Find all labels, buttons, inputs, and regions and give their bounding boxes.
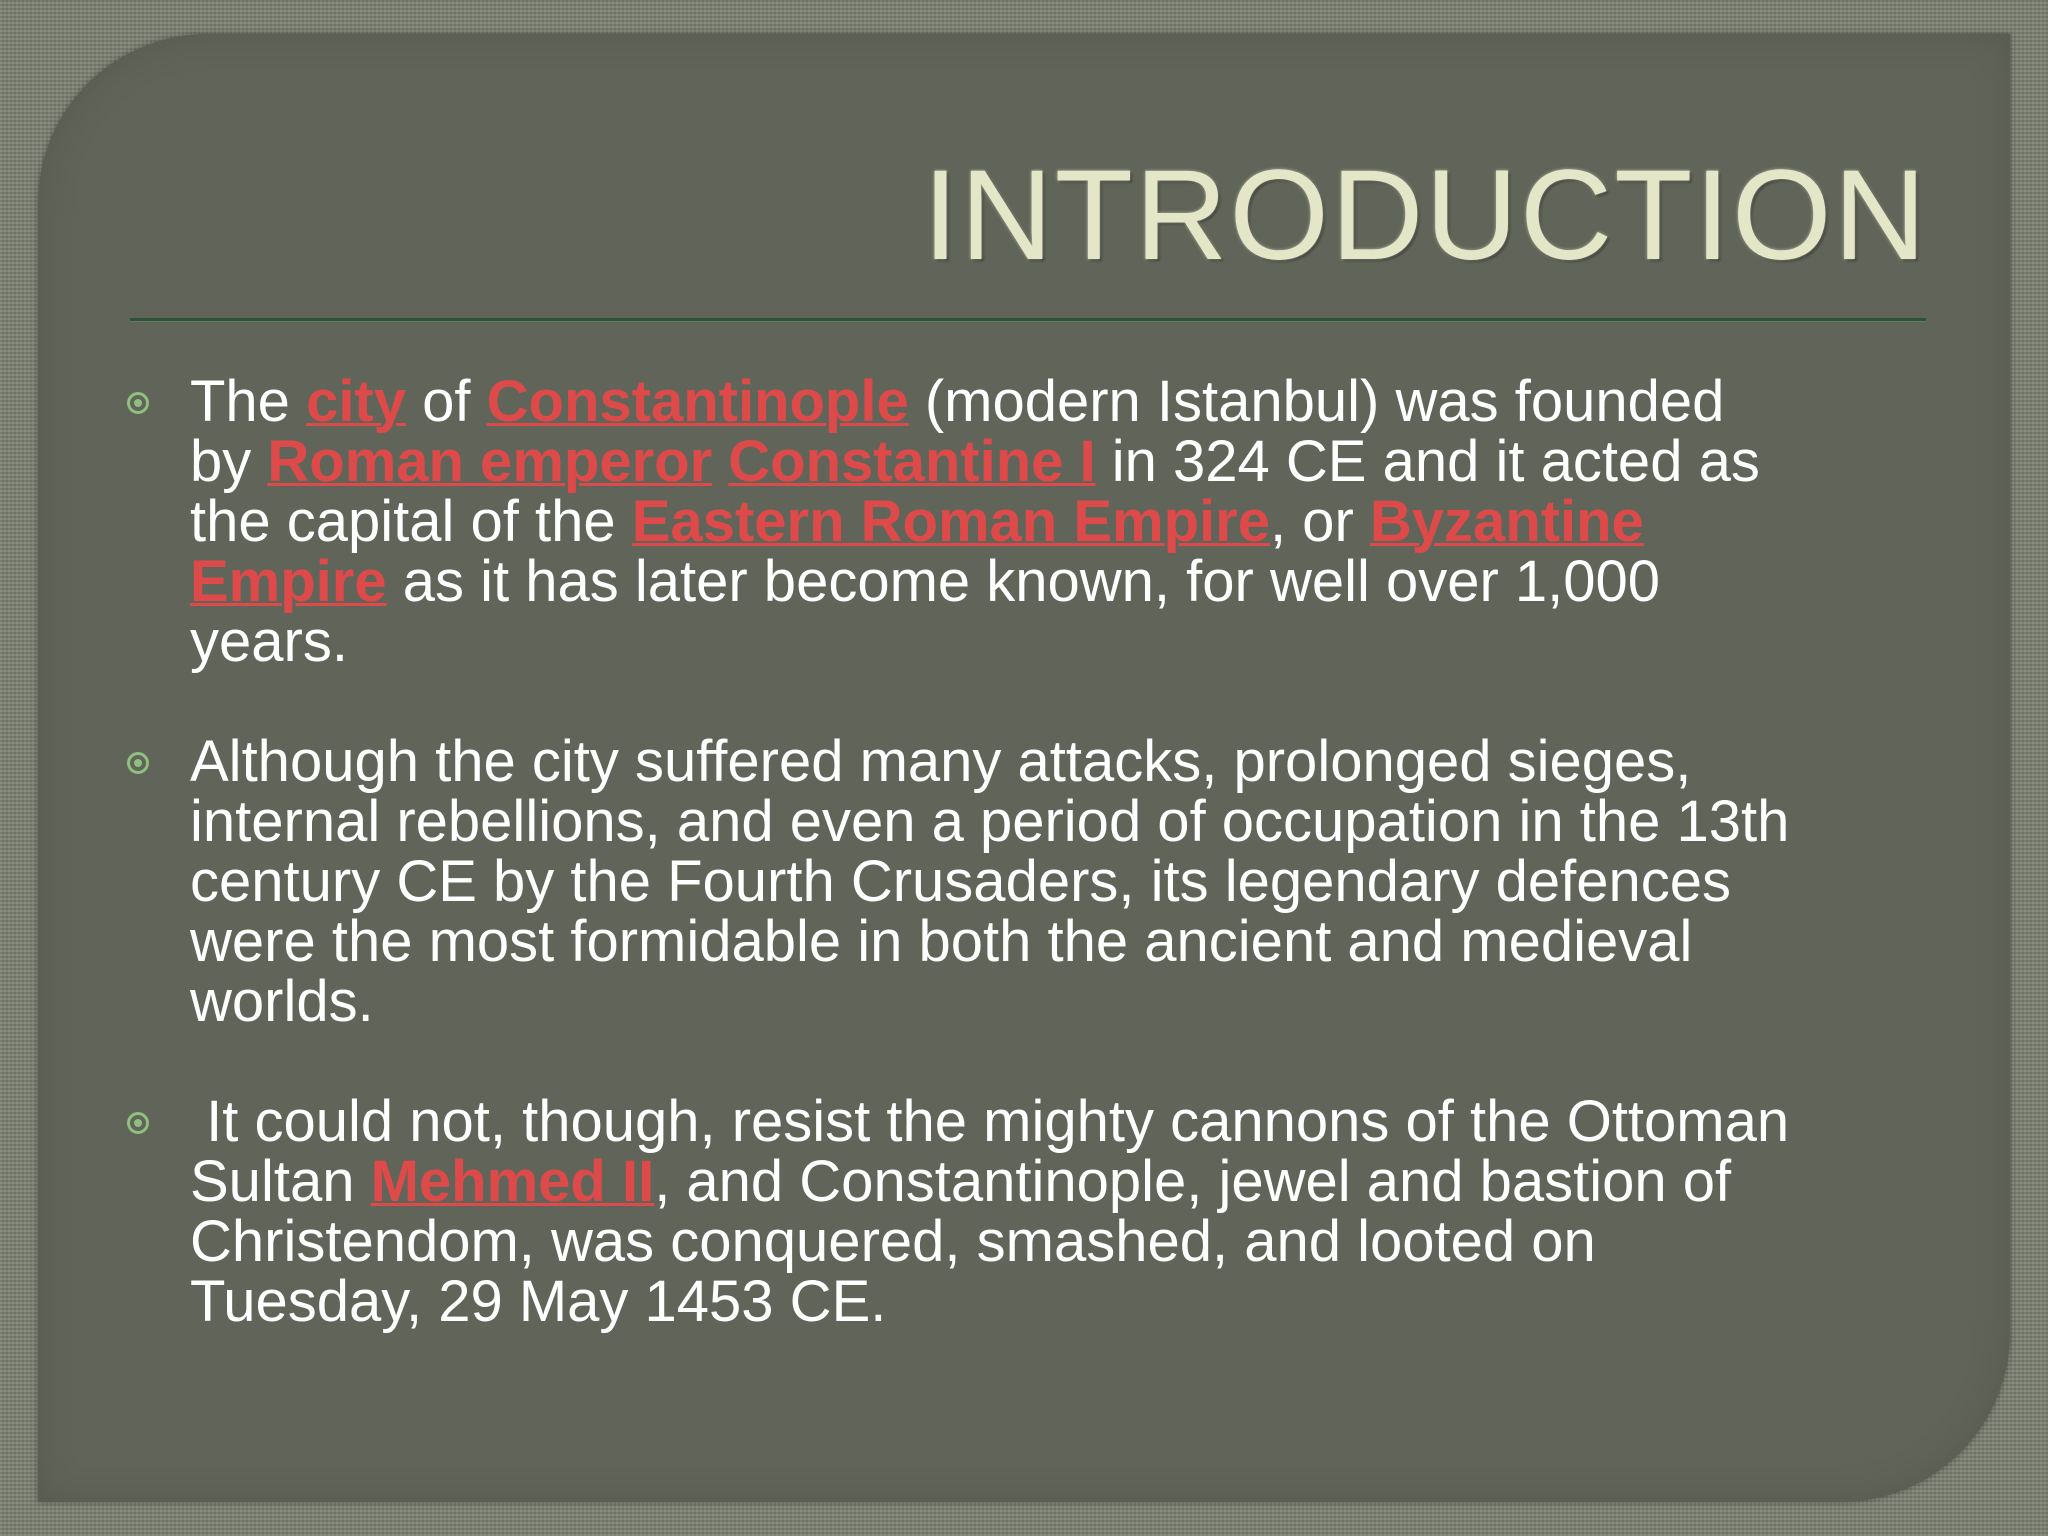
- text-run: were the most formidable in both the ancient and medieval: [190, 909, 1693, 974]
- text-run: [712, 429, 728, 494]
- hyperlink[interactable]: Empire: [190, 549, 387, 614]
- hyperlink[interactable]: Roman emperor: [267, 429, 713, 494]
- text-run: , or: [1269, 489, 1370, 554]
- hyperlink[interactable]: city: [306, 369, 407, 434]
- bullet-paragraph: [0, 369, 2048, 674]
- paragraph-line: [190, 909, 1978, 974]
- bullet-paragraph: [0, 1089, 2048, 1334]
- text-run: in 324 CE and it acted as: [1095, 429, 1760, 494]
- paragraph-line: [190, 729, 1978, 794]
- paragraph-line: [190, 969, 1978, 1034]
- text-run: Sultan: [190, 1149, 371, 1214]
- paragraph-line: [190, 1149, 1978, 1214]
- text-run: of: [406, 369, 487, 434]
- paragraph-line: [190, 369, 1978, 434]
- text-run: (modern Istanbul) was founded: [908, 369, 1725, 434]
- paragraph-line: [190, 849, 1978, 914]
- text-run: The: [190, 369, 307, 434]
- text-run: Christendom, was conquered, smashed, and looted on: [190, 1209, 1596, 1274]
- paragraph-line: [190, 609, 1978, 674]
- paragraph-line: [190, 789, 1978, 854]
- bullet-list: [0, 369, 2048, 1392]
- bullet-circle-icon: [127, 1112, 149, 1134]
- title-divider: [130, 318, 1926, 321]
- text-run: Tuesday, 29 May 1453 CE.: [190, 1269, 887, 1334]
- bullet-circle-icon: [127, 392, 149, 414]
- text-run: It could not, though, resist the mighty cannons of the Ottoman: [190, 1089, 1790, 1154]
- text-run: years.: [190, 609, 348, 674]
- text-run: by: [190, 429, 268, 494]
- bullet-paragraph: [0, 729, 2048, 1034]
- slide-title: INTRODUCTION: [922, 144, 1928, 287]
- hyperlink[interactable]: Constantine I: [728, 429, 1096, 494]
- text-run: , and Constantinople, jewel and bastion of: [654, 1149, 1732, 1214]
- text-run: as it has later become known, for well over 1,000: [386, 549, 1661, 614]
- paragraph-line: [190, 1269, 1978, 1334]
- paragraph-line: [190, 549, 1978, 614]
- text-run: the capital of the: [190, 489, 632, 554]
- hyperlink[interactable]: Mehmed II: [370, 1149, 655, 1214]
- bullet-circle-icon: [127, 752, 149, 774]
- paragraph-line: [190, 489, 1978, 554]
- text-run: Although the city suffered many attacks, prolonged sieges,: [190, 729, 1692, 794]
- text-run: worlds.: [190, 969, 374, 1034]
- paragraph-line: [190, 1089, 1978, 1154]
- paragraph-line: [190, 429, 1978, 494]
- hyperlink[interactable]: Byzantine: [1369, 489, 1644, 554]
- hyperlink[interactable]: Constantinople: [486, 369, 909, 434]
- text-run: century CE by the Fourth Crusaders, its legendary defences: [190, 849, 1731, 914]
- paragraph-line: [190, 1209, 1978, 1274]
- text-run: internal rebellions, and even a period of occupation in the 13th: [190, 789, 1790, 854]
- hyperlink[interactable]: Eastern Roman Empire: [631, 489, 1270, 554]
